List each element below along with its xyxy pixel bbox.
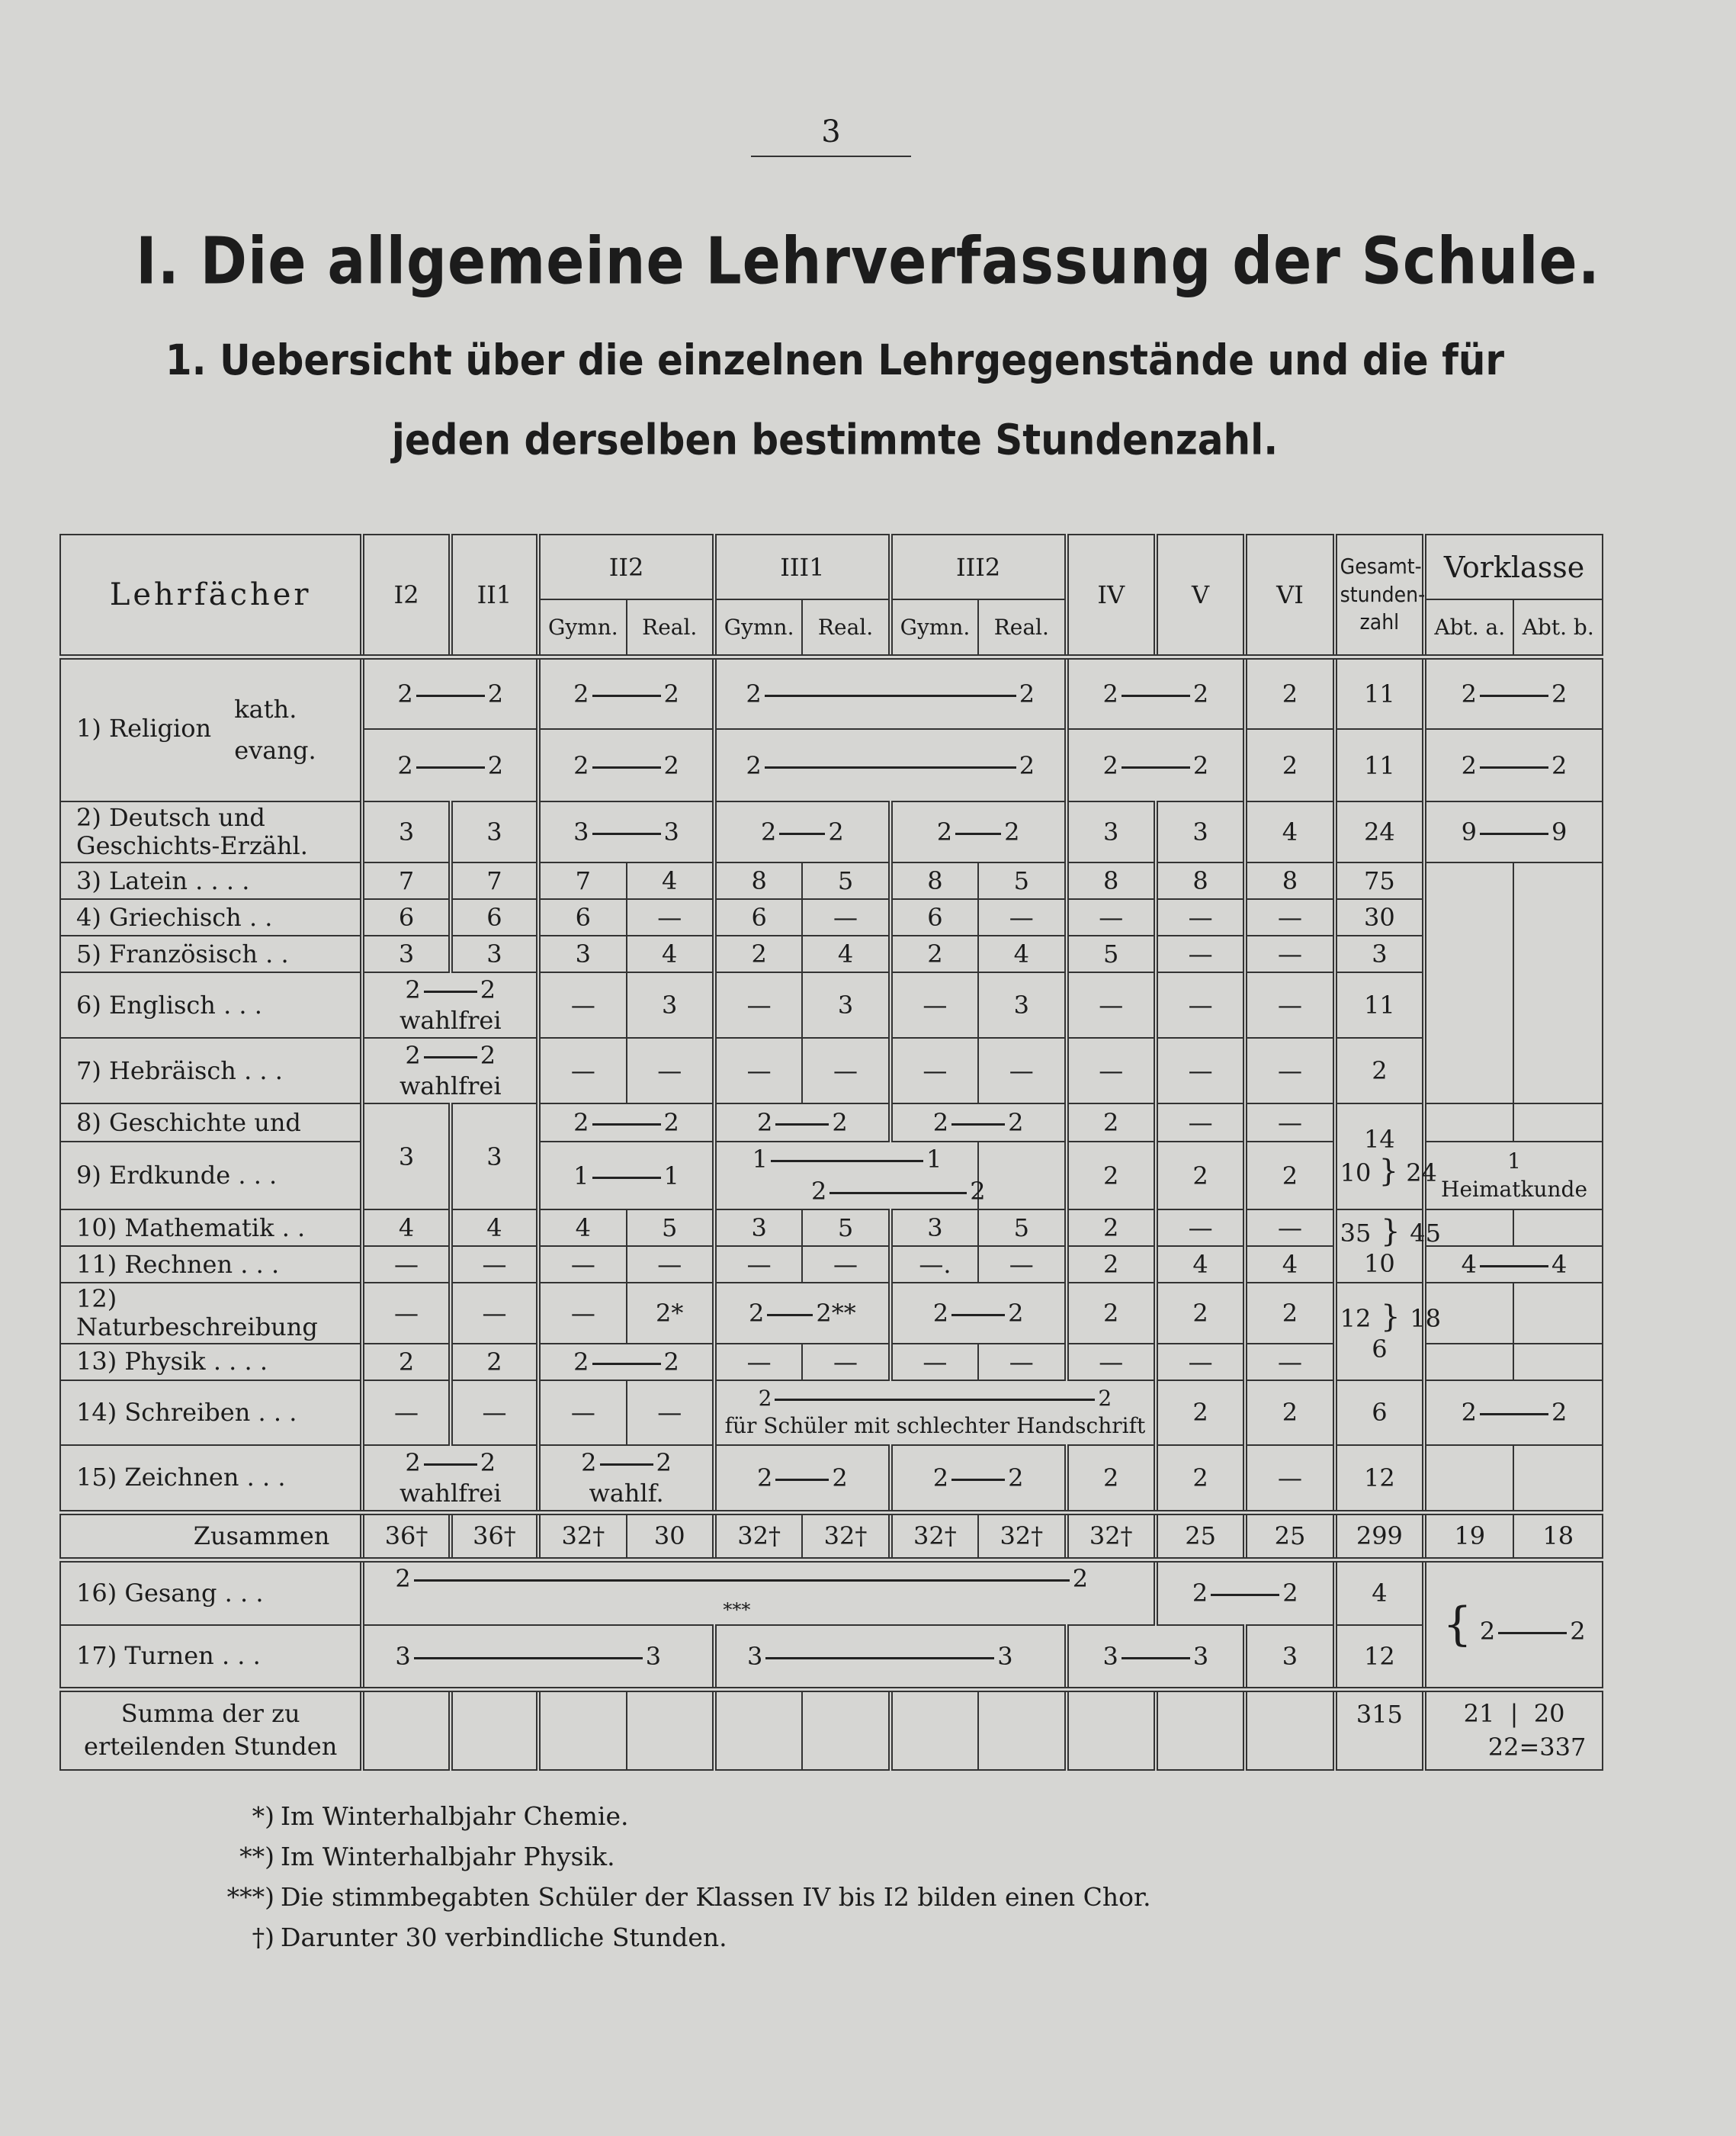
cell: 3 <box>978 972 1066 1038</box>
cell: 36† <box>451 1512 538 1559</box>
header-real: Real. <box>802 599 890 657</box>
label-summa: Summa der zu erteilenden Stunden <box>60 1690 362 1770</box>
cell: 6 <box>538 899 626 936</box>
cell: — <box>802 1246 890 1283</box>
cell: 3 <box>451 1103 538 1209</box>
header-II2: II2 <box>538 535 714 599</box>
cell: 12 <box>1335 1445 1424 1513</box>
cell: 2 2 <box>714 1103 890 1142</box>
cell: 299 <box>1335 1512 1424 1559</box>
label-natur: 12) Naturbeschreibung <box>60 1283 362 1344</box>
cell: 3 <box>1156 801 1245 862</box>
header-VI: VI <box>1245 535 1334 657</box>
header-III1: III1 <box>714 535 890 599</box>
cell <box>627 1690 714 1770</box>
cell: 9 9 <box>1424 801 1603 862</box>
cell: 6 <box>1335 1380 1424 1445</box>
cell <box>1245 1690 1334 1770</box>
cell: — <box>1067 899 1156 936</box>
row-latein <box>60 862 1603 899</box>
cell: 2 2 <box>1424 657 1603 729</box>
cell: 1 Heimatkunde <box>1424 1142 1603 1209</box>
cell: — <box>362 1283 450 1344</box>
cell: 25 <box>1156 1512 1245 1559</box>
cell: — <box>1067 972 1156 1038</box>
cell: — <box>714 1344 802 1380</box>
cell: 12 } 18 6 <box>1335 1283 1424 1380</box>
cell: 2 <box>1067 1103 1156 1142</box>
cell: — <box>1245 1445 1334 1513</box>
cell: 3 <box>362 801 450 862</box>
row-zusammen <box>60 1512 1603 1559</box>
cell: 2 2 <box>1067 657 1246 729</box>
cell: 3 <box>538 936 626 972</box>
cell: 8 <box>1156 862 1245 899</box>
row-schreiben <box>60 1380 1603 1445</box>
cell: — <box>802 1038 890 1103</box>
cell <box>1513 862 1603 1103</box>
cell: 2 <box>1245 657 1334 729</box>
cell: 7 <box>538 862 626 899</box>
religion-kath-label: kath. <box>234 694 297 724</box>
header-real: Real. <box>978 599 1066 657</box>
cell: 8 <box>1245 862 1334 899</box>
header-IV: IV <box>1067 535 1156 657</box>
cell: — <box>1245 1038 1334 1103</box>
row-griechisch <box>60 899 1603 936</box>
header-V: V <box>1156 535 1245 657</box>
cell: — <box>627 1038 714 1103</box>
label-geschichte: 8) Geschichte und <box>60 1103 362 1142</box>
cell: 19 <box>1424 1512 1513 1559</box>
cell: 14 10 } 24 <box>1335 1103 1424 1209</box>
cell: — <box>890 972 978 1038</box>
cell: — <box>1245 972 1334 1038</box>
cell: 32† <box>890 1512 978 1559</box>
cell: 24 <box>1335 801 1424 862</box>
cell: 4 <box>1245 1246 1334 1283</box>
cell <box>1424 1445 1513 1513</box>
cell: 1 1 <box>538 1142 714 1209</box>
cell: — <box>978 899 1066 936</box>
page-number: 3 <box>751 114 911 157</box>
cell: 4 <box>627 862 714 899</box>
cell: 2 2 <box>890 1445 1067 1513</box>
cell: — <box>714 972 802 1038</box>
cell <box>1424 1344 1513 1380</box>
cell: — <box>890 1344 978 1380</box>
label-latein: 3) Latein . . . . <box>60 862 362 899</box>
cell: 32† <box>978 1512 1066 1559</box>
cell: 5 <box>802 1209 890 1246</box>
cell: — <box>1245 1344 1334 1380</box>
row-zeichnen <box>60 1445 1603 1513</box>
cell <box>1513 1445 1603 1513</box>
cell <box>802 1690 890 1770</box>
cell <box>978 1690 1066 1770</box>
label-physik: 13) Physik . . . . <box>60 1344 362 1380</box>
cell: 1 1 2 2 <box>714 1142 978 1209</box>
label-griechisch: 4) Griechisch . . <box>60 899 362 936</box>
row-hebraeisch <box>60 1038 1603 1103</box>
header-lehrfaecher: Lehrfächer <box>60 535 362 657</box>
cell: 2 2 <box>1424 1380 1603 1445</box>
cell: — <box>1245 899 1334 936</box>
cell: 36† <box>362 1512 450 1559</box>
cell: 2 2 wahlf. <box>538 1445 714 1513</box>
label-deutsch: 2) Deutsch und Geschichts-Erzähl. <box>60 801 362 862</box>
cell: 2 <box>1156 1142 1245 1209</box>
header-vorklasse: Vorklasse <box>1424 535 1603 599</box>
cell <box>1067 1690 1156 1770</box>
cell: 4 <box>451 1209 538 1246</box>
header-I2: I2 <box>362 535 450 657</box>
cell: 3 <box>802 972 890 1038</box>
cell: 12 <box>1335 1625 1424 1690</box>
cell: — <box>451 1246 538 1283</box>
row-geschichte <box>60 1103 1603 1142</box>
cell: — <box>978 1246 1066 1283</box>
cell: 3 3 <box>714 1625 1067 1690</box>
cell: 5 <box>978 1209 1066 1246</box>
cell <box>538 1690 626 1770</box>
cell: — <box>538 1246 626 1283</box>
header-real: Real. <box>627 599 714 657</box>
cell: 11 <box>1335 729 1424 801</box>
cell: — <box>890 1038 978 1103</box>
row-gesang <box>60 1559 1603 1624</box>
cell: 32† <box>714 1512 802 1559</box>
cell: 2 <box>1245 1283 1334 1344</box>
cell: 2 <box>1156 1380 1245 1445</box>
cell: 2 <box>1156 1445 1245 1513</box>
cell: —. <box>890 1246 978 1283</box>
cell: 2 2 *** <box>362 1559 1156 1624</box>
cell: 4 <box>538 1209 626 1246</box>
cell <box>1424 862 1513 1103</box>
cell: — <box>538 1283 626 1344</box>
cell: 2 2 <box>890 801 1067 862</box>
header-gymn: Gymn. <box>538 599 626 657</box>
cell: 3 <box>1067 801 1156 862</box>
cell: 3 <box>627 972 714 1038</box>
cell <box>1156 1690 1245 1770</box>
label-englisch: 6) Englisch . . . <box>60 972 362 1038</box>
cell: — <box>362 1246 450 1283</box>
cell: 4 <box>627 936 714 972</box>
cell: 6 <box>362 899 450 936</box>
cell: 2 <box>362 1344 450 1380</box>
cell <box>1424 1103 1513 1142</box>
cell: — <box>1156 1209 1245 1246</box>
cell: 2 <box>1335 1038 1424 1103</box>
cell: 2 2 <box>890 1103 1067 1142</box>
cell: 2 2 <box>362 657 538 729</box>
cell: 3 3 <box>1067 1625 1246 1690</box>
cell: 2 2 <box>538 1344 714 1380</box>
header-abtb: Abt. b. <box>1513 599 1603 657</box>
cell: — <box>1245 936 1334 972</box>
cell: — <box>1067 1038 1156 1103</box>
cell: 18 <box>1513 1512 1603 1559</box>
cell: — <box>802 1344 890 1380</box>
row-deutsch <box>60 801 1603 862</box>
cell: — <box>627 899 714 936</box>
cell: 2 <box>1067 1209 1156 1246</box>
cell: 2 2** <box>714 1283 890 1344</box>
cell: 4 <box>1245 801 1334 862</box>
cell: 4 <box>1335 1559 1424 1624</box>
cell: — <box>451 1380 538 1445</box>
cell: 32† <box>1067 1512 1156 1559</box>
cell: 2 2 für Schüler mit schlechter Handschrift <box>714 1380 1156 1445</box>
cell: 75 <box>1335 862 1424 899</box>
cell: — <box>538 972 626 1038</box>
cell: 8 <box>1067 862 1156 899</box>
label-religion <box>60 657 362 801</box>
cell: 7 <box>362 862 450 899</box>
row-englisch <box>60 972 1603 1038</box>
cell: 30 <box>1335 899 1424 936</box>
cell: 30 <box>627 1512 714 1559</box>
cell: 2 2 <box>538 657 714 729</box>
row-mathematik <box>60 1209 1603 1246</box>
cell <box>714 1690 802 1770</box>
cell: — <box>627 1246 714 1283</box>
label-zusammen: Zusammen <box>60 1512 362 1559</box>
cell <box>1513 1283 1603 1344</box>
cell: 4 <box>362 1209 450 1246</box>
cell: 2 2 <box>1156 1559 1335 1624</box>
row-summa <box>60 1690 1603 1770</box>
main-title: I. Die allgemeine Lehrverfassung der Schule. <box>136 223 1600 300</box>
cell: 4 <box>802 936 890 972</box>
header-III2: III2 <box>890 535 1067 599</box>
cell: 5 <box>627 1209 714 1246</box>
cell: 2 <box>1245 729 1334 801</box>
cell <box>1513 1103 1603 1142</box>
cell: 6 <box>451 899 538 936</box>
cell: 3 <box>714 1209 802 1246</box>
header-gesamt: Gesamt-stunden-zahl <box>1335 535 1424 657</box>
header-row-1 <box>60 535 1603 599</box>
cell: — <box>1156 1038 1245 1103</box>
header-gymn: Gymn. <box>714 599 802 657</box>
footnotes <box>206 1796 1151 1958</box>
cell: 35 } 45 10 <box>1335 1209 1424 1283</box>
cell <box>1513 1209 1603 1246</box>
cell: 32† <box>802 1512 890 1559</box>
cell: 2 2 <box>714 1445 890 1513</box>
cell: 2* <box>627 1283 714 1344</box>
cell: 4 <box>978 936 1066 972</box>
cell <box>451 1690 538 1770</box>
footnote: ***) Die stimmbegabten Schüler der Klassen IV bis I2 bilden einen Chor. <box>226 1882 1151 1912</box>
religion-label: 1) Religion <box>76 713 212 743</box>
header-II1: II1 <box>451 535 538 657</box>
cell <box>890 1690 978 1770</box>
cell: — <box>978 1344 1066 1380</box>
row-religion-kath <box>60 657 1603 729</box>
religion-evang-label: evang. <box>234 736 316 766</box>
label-rechnen: 11) Rechnen . . . <box>60 1246 362 1283</box>
cell: 8 <box>714 862 802 899</box>
cell: 6 <box>890 899 978 936</box>
cell: 3 <box>362 936 450 972</box>
label-zeichnen: 15) Zeichnen . . . <box>60 1445 362 1513</box>
cell: 3 <box>451 936 538 972</box>
cell: 2 2 <box>890 1283 1067 1344</box>
cell: — <box>1156 899 1245 936</box>
cell: 2 <box>1067 1142 1156 1209</box>
cell: 3 <box>451 801 538 862</box>
cell: 11 <box>1335 972 1424 1038</box>
cell: — <box>1156 936 1245 972</box>
cell <box>362 1690 450 1770</box>
cell: — <box>1156 972 1245 1038</box>
row-natur <box>60 1283 1603 1344</box>
cell: 2 <box>890 936 978 972</box>
cell: 3 <box>362 1103 450 1209</box>
cell: 315 <box>1335 1690 1424 1770</box>
cell: 2 2 <box>538 1103 714 1142</box>
cell: 3 3 <box>538 801 714 862</box>
cell: — <box>538 1380 626 1445</box>
cell: 2 2 wahlfrei <box>362 1038 538 1103</box>
label-gesang: 16) Gesang . . . <box>60 1559 362 1624</box>
cell: 2 <box>1245 1380 1334 1445</box>
label-erdkunde: 9) Erdkunde . . . <box>60 1142 362 1209</box>
cell: — <box>627 1380 714 1445</box>
cell: 2 2 <box>362 729 538 801</box>
cell: 2 <box>1245 1142 1334 1209</box>
cell: { 2 2 <box>1424 1559 1603 1689</box>
header-gymn: Gymn. <box>890 599 978 657</box>
cell: 5 <box>978 862 1066 899</box>
cell: — <box>1156 1103 1245 1142</box>
header-abta: Abt. a. <box>1424 599 1513 657</box>
cell: — <box>538 1038 626 1103</box>
row-turnen <box>60 1625 1603 1690</box>
cell: 8 <box>890 862 978 899</box>
row-franzoesisch <box>60 936 1603 972</box>
cell: — <box>1067 1344 1156 1380</box>
cell: 3 3 <box>362 1625 714 1690</box>
cell: — <box>714 1246 802 1283</box>
label-mathematik: 10) Mathematik . . <box>60 1209 362 1246</box>
cell: — <box>978 1038 1066 1103</box>
cell: 2 <box>1067 1246 1156 1283</box>
cell: — <box>1245 1209 1334 1246</box>
cell: 3 <box>1245 1625 1334 1690</box>
cell: 2 2 wahlfrei <box>362 972 538 1038</box>
cell: 11 <box>1335 657 1424 729</box>
label-hebraeisch: 7) Hebräisch . . . <box>60 1038 362 1103</box>
cell: 2 2 <box>714 657 1067 729</box>
footnote: **) Im Winterhalbjahr Physik. <box>239 1842 615 1871</box>
cell: 4 <box>1156 1246 1245 1283</box>
label-turnen: 17) Turnen . . . <box>60 1625 362 1690</box>
cell: 7 <box>451 862 538 899</box>
footnote: †) Darunter 30 verbindliche Stunden. <box>252 1922 727 1952</box>
cell: 4 4 <box>1424 1246 1603 1283</box>
cell: 5 <box>1067 936 1156 972</box>
cell: 2 <box>714 936 802 972</box>
cell: — <box>451 1283 538 1344</box>
cell: — <box>1156 1344 1245 1380</box>
cell: 2 2 <box>714 801 890 862</box>
cell: 2 2 <box>1067 729 1246 801</box>
cell: 25 <box>1245 1512 1334 1559</box>
label-franzoesisch: 5) Französisch . . <box>60 936 362 972</box>
cell: — <box>714 1038 802 1103</box>
cell: 2 <box>1067 1283 1156 1344</box>
sub-title: 1. Uebersicht über die einzelnen Lehrgegenstände und die für jeden derselben bestimmte Stundenzahl. <box>165 336 1505 464</box>
cell: 2 2 <box>1424 729 1603 801</box>
cell: — <box>362 1380 450 1445</box>
cell: 2 <box>451 1344 538 1380</box>
cell <box>1513 1344 1603 1380</box>
cell: 2 2 wahlfrei <box>362 1445 538 1513</box>
lesson-table <box>59 534 1603 1771</box>
footnote: *) Im Winterhalbjahr Chemie. <box>252 1801 629 1831</box>
cell: 2 2 <box>714 729 1067 801</box>
cell: 6 <box>714 899 802 936</box>
cell <box>978 1142 1066 1209</box>
cell: 3 <box>1335 936 1424 972</box>
cell: 3 <box>890 1209 978 1246</box>
cell: 2 2 <box>538 729 714 801</box>
cell: — <box>802 899 890 936</box>
label-schreiben: 14) Schreiben . . . <box>60 1380 362 1445</box>
cell: 2 <box>1156 1283 1245 1344</box>
cell: — <box>1245 1103 1334 1142</box>
cell: 5 <box>802 862 890 899</box>
cell: 2 <box>1067 1445 1156 1513</box>
cell: 32† <box>538 1512 626 1559</box>
cell: 21 | 20 22=337 <box>1424 1690 1603 1770</box>
